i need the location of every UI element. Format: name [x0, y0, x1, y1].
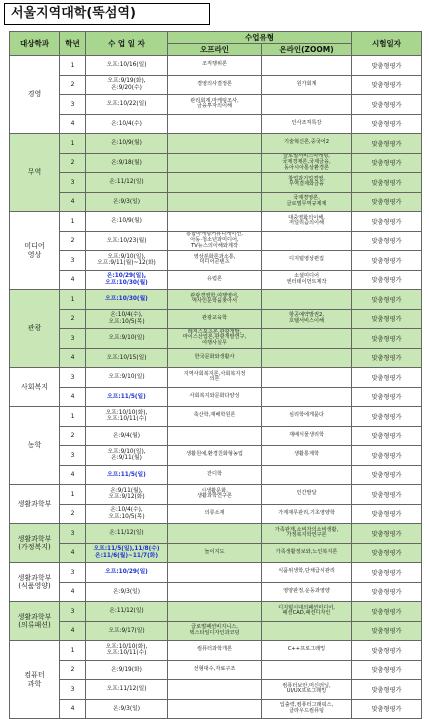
- year-cell: 4: [60, 699, 86, 719]
- year-cell: 2: [60, 153, 86, 173]
- table-row: [10, 173, 422, 193]
- offline-course-cell: 시생활문화, 생활과학연구론: [168, 485, 262, 505]
- header-class-type: 수업유형: [168, 32, 352, 44]
- date-cell: 온:10/4(수), 오프:10/5(목): [86, 309, 168, 329]
- offline-course-cell: 생활원예,환경친화형농업: [168, 446, 262, 466]
- online-course-cell: 국제경영론, 글로벌무역규제제: [262, 192, 352, 212]
- date-cell: 오프:10/16(일): [86, 56, 168, 76]
- online-course-cell: [262, 465, 352, 485]
- exam-cell: 맞춤형평가: [352, 75, 422, 95]
- offline-course-cell: [168, 699, 262, 719]
- exam-cell: 맞춤형평가: [352, 465, 422, 485]
- offline-course-cell: [168, 602, 262, 622]
- year-cell: 4: [60, 114, 86, 134]
- offline-course-cell: 조직행위론: [168, 56, 262, 76]
- date-cell: 오프:9/10(일), 온:9/11(월): [86, 446, 168, 466]
- offline-course-cell: 영상분화론과소통, 미디어콘텐츠: [168, 251, 262, 271]
- year-cell: 1: [60, 134, 86, 154]
- year-cell: 1: [60, 56, 86, 76]
- date-cell: 오프:10/10(화), 오프:10/11(수): [86, 407, 168, 427]
- date-cell: 온:11/12(일): [86, 602, 168, 622]
- offline-course-cell: 컴퓨터과학개론: [168, 641, 262, 661]
- table-row: [10, 75, 422, 95]
- offline-course-cell: 관광경영학,여행영어, 역사인문학을찾아서: [168, 290, 262, 310]
- year-cell: 1: [60, 407, 86, 427]
- offline-course-cell: [168, 192, 262, 212]
- date-cell: 온:9/18(월): [86, 153, 168, 173]
- exam-cell: 맞춤형평가: [352, 699, 422, 719]
- table-row: [10, 563, 422, 583]
- year-cell: 3: [60, 251, 86, 271]
- online-course-cell: [262, 621, 352, 641]
- exam-cell: 맞춤형평가: [352, 387, 422, 407]
- date-cell: 온:9/19(화): [86, 660, 168, 680]
- online-course-cell: 항공예약발권2, 호텔서비스이해: [262, 309, 352, 329]
- exam-cell: 맞춤형평가: [352, 407, 422, 427]
- date-cell: 온:11/12(일): [86, 524, 168, 544]
- online-course-cell: [262, 231, 352, 251]
- date-cell: 온:10/9(월): [86, 134, 168, 154]
- schedule-body: [10, 56, 422, 719]
- date-cell: 온:9/11(월), 오프:9/12(화): [86, 485, 168, 505]
- table-row: [10, 602, 422, 622]
- online-course-cell: [262, 290, 352, 310]
- year-cell: 1: [60, 641, 86, 661]
- online-course-cell: 영양판정,운동과영양: [262, 582, 352, 602]
- table-row: [10, 641, 422, 661]
- table-row: [10, 153, 422, 173]
- dept-cell: 무역: [10, 134, 60, 212]
- table-row: [10, 114, 422, 134]
- exam-cell: 맞춤형평가: [352, 173, 422, 193]
- dept-cell: 컴퓨터 과학: [10, 641, 60, 719]
- table-row: [10, 56, 422, 76]
- offline-course-cell: [168, 582, 262, 602]
- date-cell: 오프:10/30(월): [86, 290, 168, 310]
- dept-cell: 사회복지: [10, 368, 60, 407]
- online-course-cell: C++프로그래밍: [262, 641, 352, 661]
- online-course-cell: 기술혁신론,중국어2: [262, 134, 352, 154]
- offline-course-cell: 글로벌패션비지니스, 텍스타일디자인과코딩: [168, 621, 262, 641]
- online-course-cell: [262, 329, 352, 349]
- exam-cell: 맞춤형평가: [352, 602, 422, 622]
- table-row: [10, 524, 422, 544]
- year-cell: 3: [60, 524, 86, 544]
- table-row: [10, 251, 422, 271]
- offline-course-cell: [168, 173, 262, 193]
- online-course-cell: 가족관계,소비자의소비생활, 가정복지학연구론: [262, 524, 352, 544]
- year-cell: 2: [60, 309, 86, 329]
- exam-cell: 맞춤형평가: [352, 270, 422, 290]
- table-row: [10, 329, 422, 349]
- offline-course-cell: 한국문화와생활사: [168, 348, 262, 368]
- dept-cell: 생활과학부 (식품영양): [10, 563, 60, 602]
- exam-cell: 맞춤형평가: [352, 134, 422, 154]
- offline-course-cell: [168, 212, 262, 232]
- date-cell: 오프:9/10(일), 오프:9/11(월)~12(화): [86, 251, 168, 271]
- header-dept: 대상학과: [10, 32, 60, 56]
- table-row: [10, 95, 422, 115]
- header-online: 온라인(ZOOM): [262, 44, 352, 56]
- table-row: [10, 270, 422, 290]
- offline-course-cell: [168, 563, 262, 583]
- date-cell: 오프:10/29(일): [86, 563, 168, 583]
- exam-cell: 맞춤형평가: [352, 368, 422, 388]
- date-cell: 온:10/4(수): [86, 114, 168, 134]
- dept-cell: 생활과학부 (가정복지): [10, 524, 60, 563]
- online-course-cell: 디지털영상편집: [262, 251, 352, 271]
- exam-cell: 맞춤형평가: [352, 192, 422, 212]
- exam-cell: 맞춤형평가: [352, 426, 422, 446]
- exam-cell: 맞춤형평가: [352, 290, 422, 310]
- year-cell: 1: [60, 485, 86, 505]
- offline-course-cell: 레저스포츠론,관광개발, 마이스산업론,관광개발연구, 여행사실무: [168, 329, 262, 349]
- online-course-cell: [262, 348, 352, 368]
- year-cell: 4: [60, 387, 86, 407]
- year-cell: 3: [60, 563, 86, 583]
- exam-cell: 맞춤형평가: [352, 582, 422, 602]
- date-cell: 온:10/29(일), 오프:10/30(월): [86, 270, 168, 290]
- dept-cell: 농학: [10, 407, 60, 485]
- year-cell: 2: [60, 231, 86, 251]
- offline-course-cell: 의류소재: [168, 504, 262, 524]
- online-course-cell: [262, 387, 352, 407]
- date-cell: 온:11/12(일): [86, 173, 168, 193]
- year-cell: 4: [60, 543, 86, 563]
- online-course-cell: 심리학에게묻다: [262, 407, 352, 427]
- offline-course-cell: 잔디학: [168, 465, 262, 485]
- exam-cell: 맞춤형평가: [352, 641, 422, 661]
- exam-cell: 맞춤형평가: [352, 251, 422, 271]
- year-cell: 3: [60, 95, 86, 115]
- date-cell: 오프:11/5(일): [86, 387, 168, 407]
- dept-cell: 미디어 영상: [10, 212, 60, 290]
- year-cell: 3: [60, 446, 86, 466]
- table-row: [10, 426, 422, 446]
- offline-course-cell: 놀이지도: [168, 543, 262, 563]
- table-row: [10, 290, 422, 310]
- online-course-cell: [262, 368, 352, 388]
- online-course-cell: 소셜미디어 엔터테이먼트제작: [262, 270, 352, 290]
- date-cell: 오프:10/15(일): [86, 348, 168, 368]
- date-cell: 오프:9/10(일): [86, 329, 168, 349]
- date-cell: 온:10/4(수), 오프:10/5(목): [86, 504, 168, 524]
- table-row: [10, 504, 422, 524]
- schedule-table: [9, 31, 422, 719]
- date-cell: 오프:11/12(일): [86, 680, 168, 700]
- online-course-cell: 인사조직특강: [262, 114, 352, 134]
- date-cell: 온:9/4(월): [86, 426, 168, 446]
- online-course-cell: 원가회계: [262, 75, 352, 95]
- header-date: 수 업 일 자: [86, 32, 168, 56]
- online-course-cell: 글로벌서비스마케팅, 국제경제론,국제금융, 동아시아통상환경론: [262, 153, 352, 173]
- exam-cell: 맞춤형평가: [352, 543, 422, 563]
- dept-cell: 생활과학부 (의류패션): [10, 602, 60, 641]
- year-cell: 1: [60, 290, 86, 310]
- exam-cell: 맞춤형평가: [352, 114, 422, 134]
- online-course-cell: 식품위생학,단체급식관리: [262, 563, 352, 583]
- year-cell: 2: [60, 660, 86, 680]
- table-row: [10, 192, 422, 212]
- table-row: [10, 680, 422, 700]
- offline-course-cell: 축산학,재배학원론: [168, 407, 262, 427]
- header-exam: 시험일자: [352, 32, 422, 56]
- table-row: [10, 309, 422, 329]
- year-cell: 4: [60, 465, 86, 485]
- year-cell: 2: [60, 426, 86, 446]
- date-cell: 오프:9/19(화), 온:9/20(수): [86, 75, 168, 95]
- online-course-cell: 생활통계학: [262, 446, 352, 466]
- online-course-cell: 디지털시대의패션미디어, 패션CAD,패션디자인: [262, 602, 352, 622]
- header-offline: 오프라인: [168, 44, 262, 56]
- offline-course-cell: [168, 153, 262, 173]
- online-course-cell: 가족생활정보와,노인복지론: [262, 543, 352, 563]
- year-cell: 3: [60, 329, 86, 349]
- online-course-cell: 컴퓨터보안,머신러닝, UI/UX프로그래밍: [262, 680, 352, 700]
- offline-course-cell: 선형대수,자료구조: [168, 660, 262, 680]
- table-row: [10, 368, 422, 388]
- exam-cell: 맞춤형평가: [352, 621, 422, 641]
- year-cell: 3: [60, 680, 86, 700]
- table-row: [10, 231, 422, 251]
- table-row: [10, 348, 422, 368]
- year-cell: 4: [60, 270, 86, 290]
- online-course-cell: [262, 95, 352, 115]
- date-cell: 오프:9/10(일): [86, 368, 168, 388]
- exam-cell: 맞춤형평가: [352, 680, 422, 700]
- exam-cell: 맞춤형평가: [352, 56, 422, 76]
- offline-course-cell: 관광교육학: [168, 309, 262, 329]
- table-row: [10, 660, 422, 680]
- table-row: [10, 407, 422, 427]
- online-course-cell: 인간발달: [262, 485, 352, 505]
- offline-course-cell: 유럽론: [168, 270, 262, 290]
- table-row: [10, 621, 422, 641]
- date-cell: 오프:10/22(일): [86, 95, 168, 115]
- dept-cell: 생활과학부: [10, 485, 60, 524]
- table-row: [10, 582, 422, 602]
- date-cell: 온:9/3(일): [86, 192, 168, 212]
- offline-course-cell: 관리회계,마케팅조사, 금융투자의이해: [168, 95, 262, 115]
- exam-cell: 맞춤형평가: [352, 309, 422, 329]
- date-cell: 온:9/3(일): [86, 699, 168, 719]
- online-course-cell: [262, 660, 352, 680]
- year-cell: 3: [60, 602, 86, 622]
- year-cell: 3: [60, 368, 86, 388]
- online-course-cell: 대중영화의이해, 저널리즘의이해: [262, 212, 352, 232]
- offline-course-cell: 경영의사결정론: [168, 75, 262, 95]
- exam-cell: 맞춤형평가: [352, 348, 422, 368]
- dept-cell: 경영: [10, 56, 60, 134]
- online-course-cell: 재배식물생리학: [262, 426, 352, 446]
- exam-cell: 맞춤형평가: [352, 329, 422, 349]
- offline-course-cell: 사회복지와문화다양성: [168, 387, 262, 407]
- exam-cell: 맞춤형평가: [352, 563, 422, 583]
- online-course-cell: 입출력,컴퓨터그래픽스, 클라우드컴퓨팅: [262, 699, 352, 719]
- offline-course-cell: 통합마케팅커뮤니케이션, 아동·청소년과미디어, TV뉴스의이해와제작: [168, 231, 262, 251]
- exam-cell: 맞춤형평가: [352, 446, 422, 466]
- year-cell: 4: [60, 582, 86, 602]
- offline-course-cell: [168, 524, 262, 544]
- online-course-cell: 가계재무관리,기초영양학: [262, 504, 352, 524]
- table-row: [10, 446, 422, 466]
- exam-cell: 맞춤형평가: [352, 231, 422, 251]
- table-row: [10, 387, 422, 407]
- date-cell: 온:10/9(월): [86, 212, 168, 232]
- exam-cell: 맞춤형평가: [352, 153, 422, 173]
- table-row: [10, 465, 422, 485]
- date-cell: 오프:11/5(일),11/8(수) 온:11/6(월)~11/7(화): [86, 543, 168, 563]
- exam-cell: 맞춤형평가: [352, 524, 422, 544]
- page-title: 서울지역대학(뚝섬역): [4, 3, 210, 25]
- offline-course-cell: [168, 426, 262, 446]
- year-cell: 4: [60, 348, 86, 368]
- dept-cell: 관광: [10, 290, 60, 368]
- header-year: 학년: [60, 32, 86, 56]
- exam-cell: 맞춤형평가: [352, 504, 422, 524]
- online-course-cell: [262, 56, 352, 76]
- year-cell: 2: [60, 504, 86, 524]
- date-cell: 오프:11/5(일): [86, 465, 168, 485]
- table-row: [10, 134, 422, 154]
- table-row: [10, 212, 422, 232]
- year-cell: 3: [60, 173, 86, 193]
- offline-course-cell: [168, 680, 262, 700]
- exam-cell: 맞춤형평가: [352, 95, 422, 115]
- year-cell: 2: [60, 75, 86, 95]
- year-cell: 4: [60, 192, 86, 212]
- date-cell: 오프:10/23(월): [86, 231, 168, 251]
- year-cell: 4: [60, 621, 86, 641]
- offline-course-cell: 지역사회복지론,사회복지정 의론: [168, 368, 262, 388]
- table-row: [10, 543, 422, 563]
- date-cell: 오프:10/10(화), 오프:10/11(수): [86, 641, 168, 661]
- exam-cell: 맞춤형평가: [352, 485, 422, 505]
- offline-course-cell: [168, 114, 262, 134]
- table-row: [10, 485, 422, 505]
- date-cell: 오프:9/17(일): [86, 621, 168, 641]
- year-cell: 1: [60, 212, 86, 232]
- exam-cell: 맞춤형평가: [352, 660, 422, 680]
- date-cell: 온:9/3(일): [86, 582, 168, 602]
- exam-cell: 맞춤형평가: [352, 212, 422, 232]
- table-row: [10, 699, 422, 719]
- online-course-cell: 창업과기업경영, 무역결제와금융: [262, 173, 352, 193]
- offline-course-cell: [168, 134, 262, 154]
